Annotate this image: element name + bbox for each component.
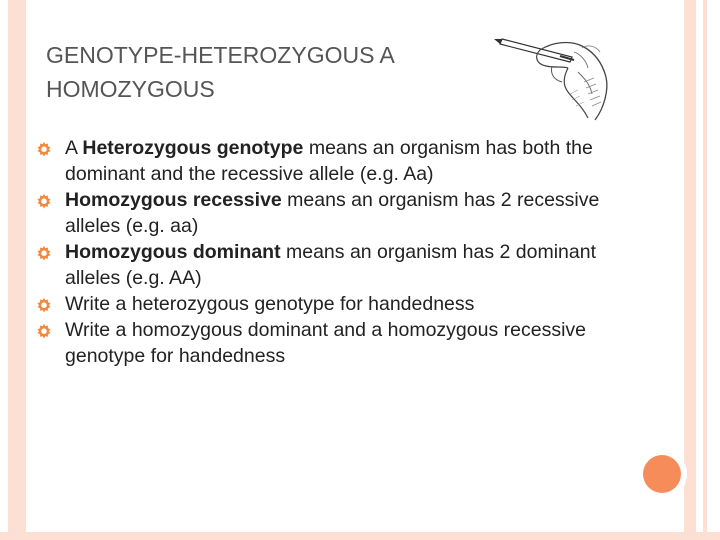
gear-icon — [36, 193, 52, 209]
hand-writing-pen-icon — [470, 22, 620, 127]
bullet-list — [36, 135, 636, 369]
title-line-2: HOMOZYGOUS — [46, 76, 215, 102]
slide-title — [46, 38, 506, 106]
gear-icon — [36, 141, 52, 157]
bullet-prefix: A — [65, 137, 83, 159]
list-item — [36, 317, 636, 369]
list-item — [36, 187, 636, 239]
left-border — [8, 0, 26, 540]
gear-icon — [36, 323, 52, 339]
right-border-line — [703, 0, 707, 540]
list-item — [36, 239, 636, 291]
bullet-bold: Homozygous recessive — [65, 189, 282, 211]
list-item — [36, 291, 636, 317]
title-line-1: GENOTYPE-HETEROZYGOUS A — [46, 42, 395, 68]
bullet-suffix: means an organism has 2 recessive alleles (e.g. aa) — [65, 189, 600, 237]
gear-icon — [36, 245, 52, 261]
list-item — [36, 135, 636, 187]
bullet-suffix: means an organism has 2 dominant alleles (e.g. AA) — [65, 241, 597, 289]
bullet-suffix: means an organism has both the dominant and the recessive allele (e.g. Aa) — [65, 137, 593, 185]
bullet-prefix: Write a heterozygous genotype for handedness — [65, 293, 475, 315]
circle-icon-fill — [643, 455, 681, 493]
bottom-border — [0, 532, 720, 540]
bullet-prefix: Write a homozygous dominant and a homozygous recessive genotype for handedness — [65, 319, 586, 367]
gear-icon — [36, 297, 52, 313]
bullet-bold: Heterozygous genotype — [82, 137, 304, 159]
right-border — [684, 0, 696, 540]
bullet-bold: Homozygous dominant — [65, 241, 281, 263]
